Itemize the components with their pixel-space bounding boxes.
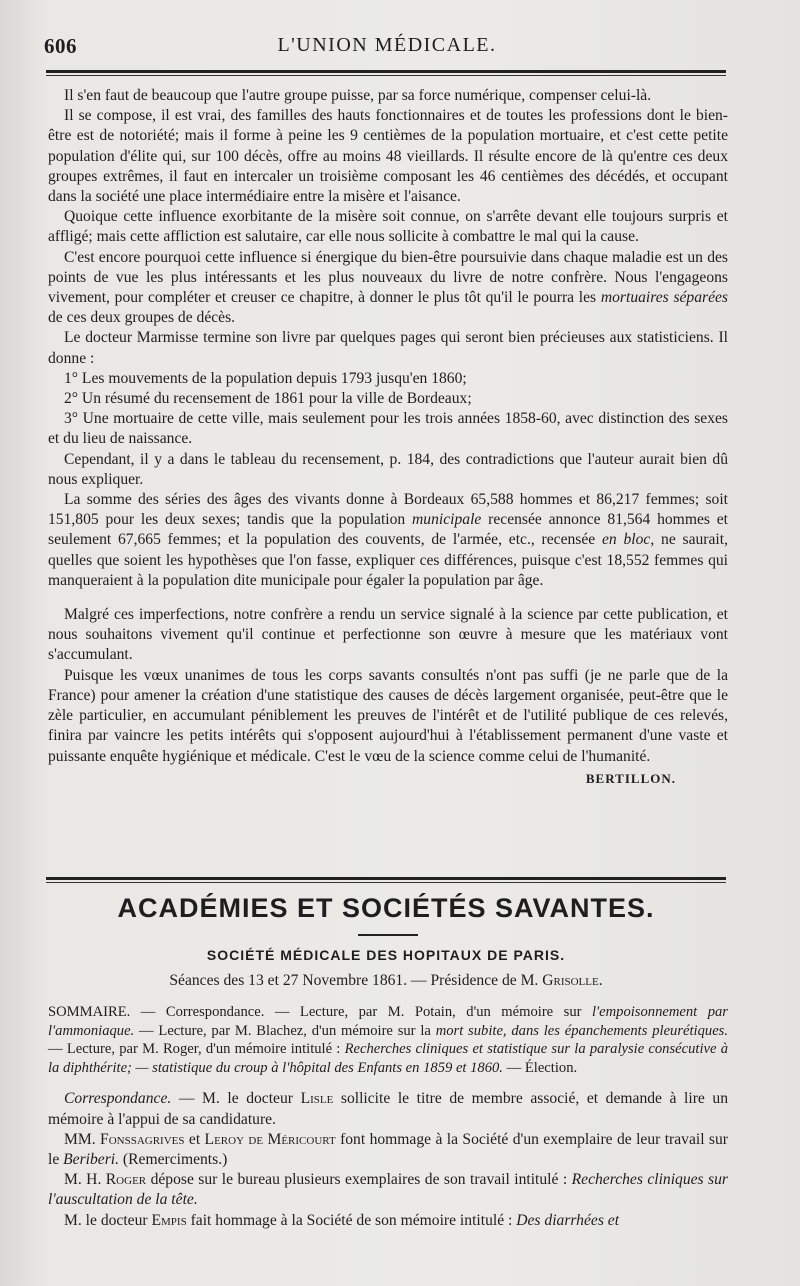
page-header bbox=[44, 34, 730, 64]
list-item: 2° Un résumé du recensement de 1861 pour la ville de Bordeaux; bbox=[64, 390, 472, 408]
paragraph: Quoique cette influence exorbitante de la misère soit connue, on s'arrête devant elle toujours surpris et affligé; mais cette affliction est salutaire, car elle nous sollicite à combattre le mal qui la cause. bbox=[48, 208, 728, 246]
running-title: L'UNION MÉDICALE. bbox=[277, 34, 497, 56]
paragraph: Malgré ces imperfections, notre confrère a rendu un service signalé à la science par cette publication, et nous souhaitons vivement qu'il continue et perfectionne son œuvre à mesure que les matériaux vont s'accumulant. bbox=[48, 606, 728, 664]
section-heading: ACADÉMIES ET SOCIÉTÉS SAVANTES. bbox=[117, 893, 655, 923]
paragraph: Le docteur Marmisse termine son livre par quelques pages qui seront bien précieuses aux statisticiens. Il donne : bbox=[48, 329, 728, 367]
section-rule bbox=[46, 877, 726, 880]
paragraph: Puisque les vœux unanimes de tous les corps savants consultés n'ont pas suffi (je ne parle que de la France) pour amener la création d'une statistique des causes de décès largement organisée, peut-être que le zèle particulier, en accumulant péniblement les preuves de l'intérêt et de l'utilité publique de ces relevés, finira par vaincre les petits intérêts qui s'opposent aujourd'hui à l'établissement permanent d'une vaste et puissante enquête hygiénique et médicale. C'est le vœu de la science comme celui de l'humanité. bbox=[48, 666, 728, 765]
paragraph: M. le docteur Empis fait hommage à la Société de son mémoire intitulé : Des diarrhées et bbox=[64, 1211, 620, 1229]
paragraph: C'est encore pourquoi cette influence si énergique du bien-être poursuivie dans chaque maladie est un des points de vue les plus intéressants et les plus nouveaux du livre de notre confrère. Nous l'engageons vivement, pour compléter et creuser ce chapitre, à donner le plus tôt qu'il le pourra les mortuaires séparées de ces deux groupes de décès. bbox=[48, 248, 729, 327]
list-item: 1° Les mouvements de la population depuis 1793 jusqu'en 1860; bbox=[64, 369, 467, 387]
paragraph: Correspondance. — M. le docteur Lisle sollicite le titre de membre associé, et demande à lire un mémoire à l'appui de sa candidature. bbox=[48, 1090, 728, 1128]
author-signature: BERTILLON. bbox=[585, 770, 676, 786]
session-info: Séances des 13 et 27 Novembre 1861. — Présidence de M. Grisolle. bbox=[169, 972, 603, 989]
italic-text: en bloc bbox=[601, 531, 651, 549]
header-rule bbox=[46, 70, 726, 73]
president-name: Grisolle. bbox=[542, 972, 603, 989]
section-rule-thin bbox=[46, 882, 726, 883]
paragraph: Cependant, il y a dans le tableau du recensement, p. 184, des contradictions que l'auteur aurait bien dû nous expliquer. bbox=[48, 450, 728, 488]
paragraph: Il s'en faut de beaucoup que l'autre groupe puisse, par sa force numérique, compenser celui-là. bbox=[64, 87, 652, 104]
paragraph: M. H. Roger dépose sur le bureau plusieurs exemplaires de son travail intitulé : Recherches cliniques sur l'auscultation de la tête. bbox=[48, 1171, 728, 1209]
paragraph: La somme des séries des âges des vivants donne à Bordeaux 65,588 hommes et 86,217 femmes; soit 151,805 pour les deux sexes; tandis que la population municipale recensée annonce 81,564 hommes et seulement 67,665 femmes; et la population des couvents, de l'armée, etc., recensée en bloc, ne saurait, quelles que soient les hypothèses que l'on fasse, expliquer ces différences, puisque c'est 18,552 femmes qui manqueraient à la population dite municipale pour égaler la population par âge. bbox=[48, 491, 729, 589]
heading-divider bbox=[358, 934, 418, 936]
summary: SOMMAIRE. — Correspondance. — Lecture, par M. Potain, d'un mémoire sur l'empoisonnement par l'ammoniaque. — Lecture, par M. Blachez, d'un mémoire sur la mort subite, dans les épanchements pleurétiques. — Lecture, par M. Roger, d'un mémoire intitulé : Recherches cliniques et statistique sur la paralysie consécutive à la diphthérite; — statistique du croup à l'hôpital des Enfants en 1859 et 1860. — Élection. bbox=[48, 1004, 729, 1076]
minutes-body bbox=[48, 1003, 728, 1231]
italic-text: municipale bbox=[412, 511, 482, 529]
italic-text: mortuaires séparées bbox=[600, 289, 729, 307]
paragraph: MM. Fonssagrives et Leroy de Méricourt font hommage à la Société d'un exemplaire de leur travail sur le Beriberi. (Remerciments.) bbox=[48, 1130, 728, 1168]
paragraph: Il se compose, il est vrai, des familles des hauts fonctionnaires et de toutes les professions dont le bien-être est de notoriété; mais il forme à peine les 9 centièmes de la population mortuaire, et c'est cette petite population d'élite qui, sur 100 décès, offre au moins 48 vieillards. Il résulte encore de là qu'entre ces deux groupes extrêmes, il faut en intercaler un troisième composant les 46 centièmes des décédés, et occupant dans la société une place intermédiaire entre la misère et l'aisance. bbox=[48, 107, 728, 206]
list-item: 3° Une mortuaire de cette ville, mais seulement pour les trois années 1858-60, avec distinction des sexes et du lieu de naissance. bbox=[48, 410, 728, 448]
page-number: 606 bbox=[44, 34, 77, 58]
summary-label: SOMMAIRE. bbox=[48, 1004, 131, 1020]
society-name: SOCIÉTÉ MÉDICALE DES HOPITAUX DE PARIS. bbox=[206, 947, 566, 963]
article-body bbox=[48, 86, 728, 789]
header-rule-thin bbox=[46, 75, 726, 76]
